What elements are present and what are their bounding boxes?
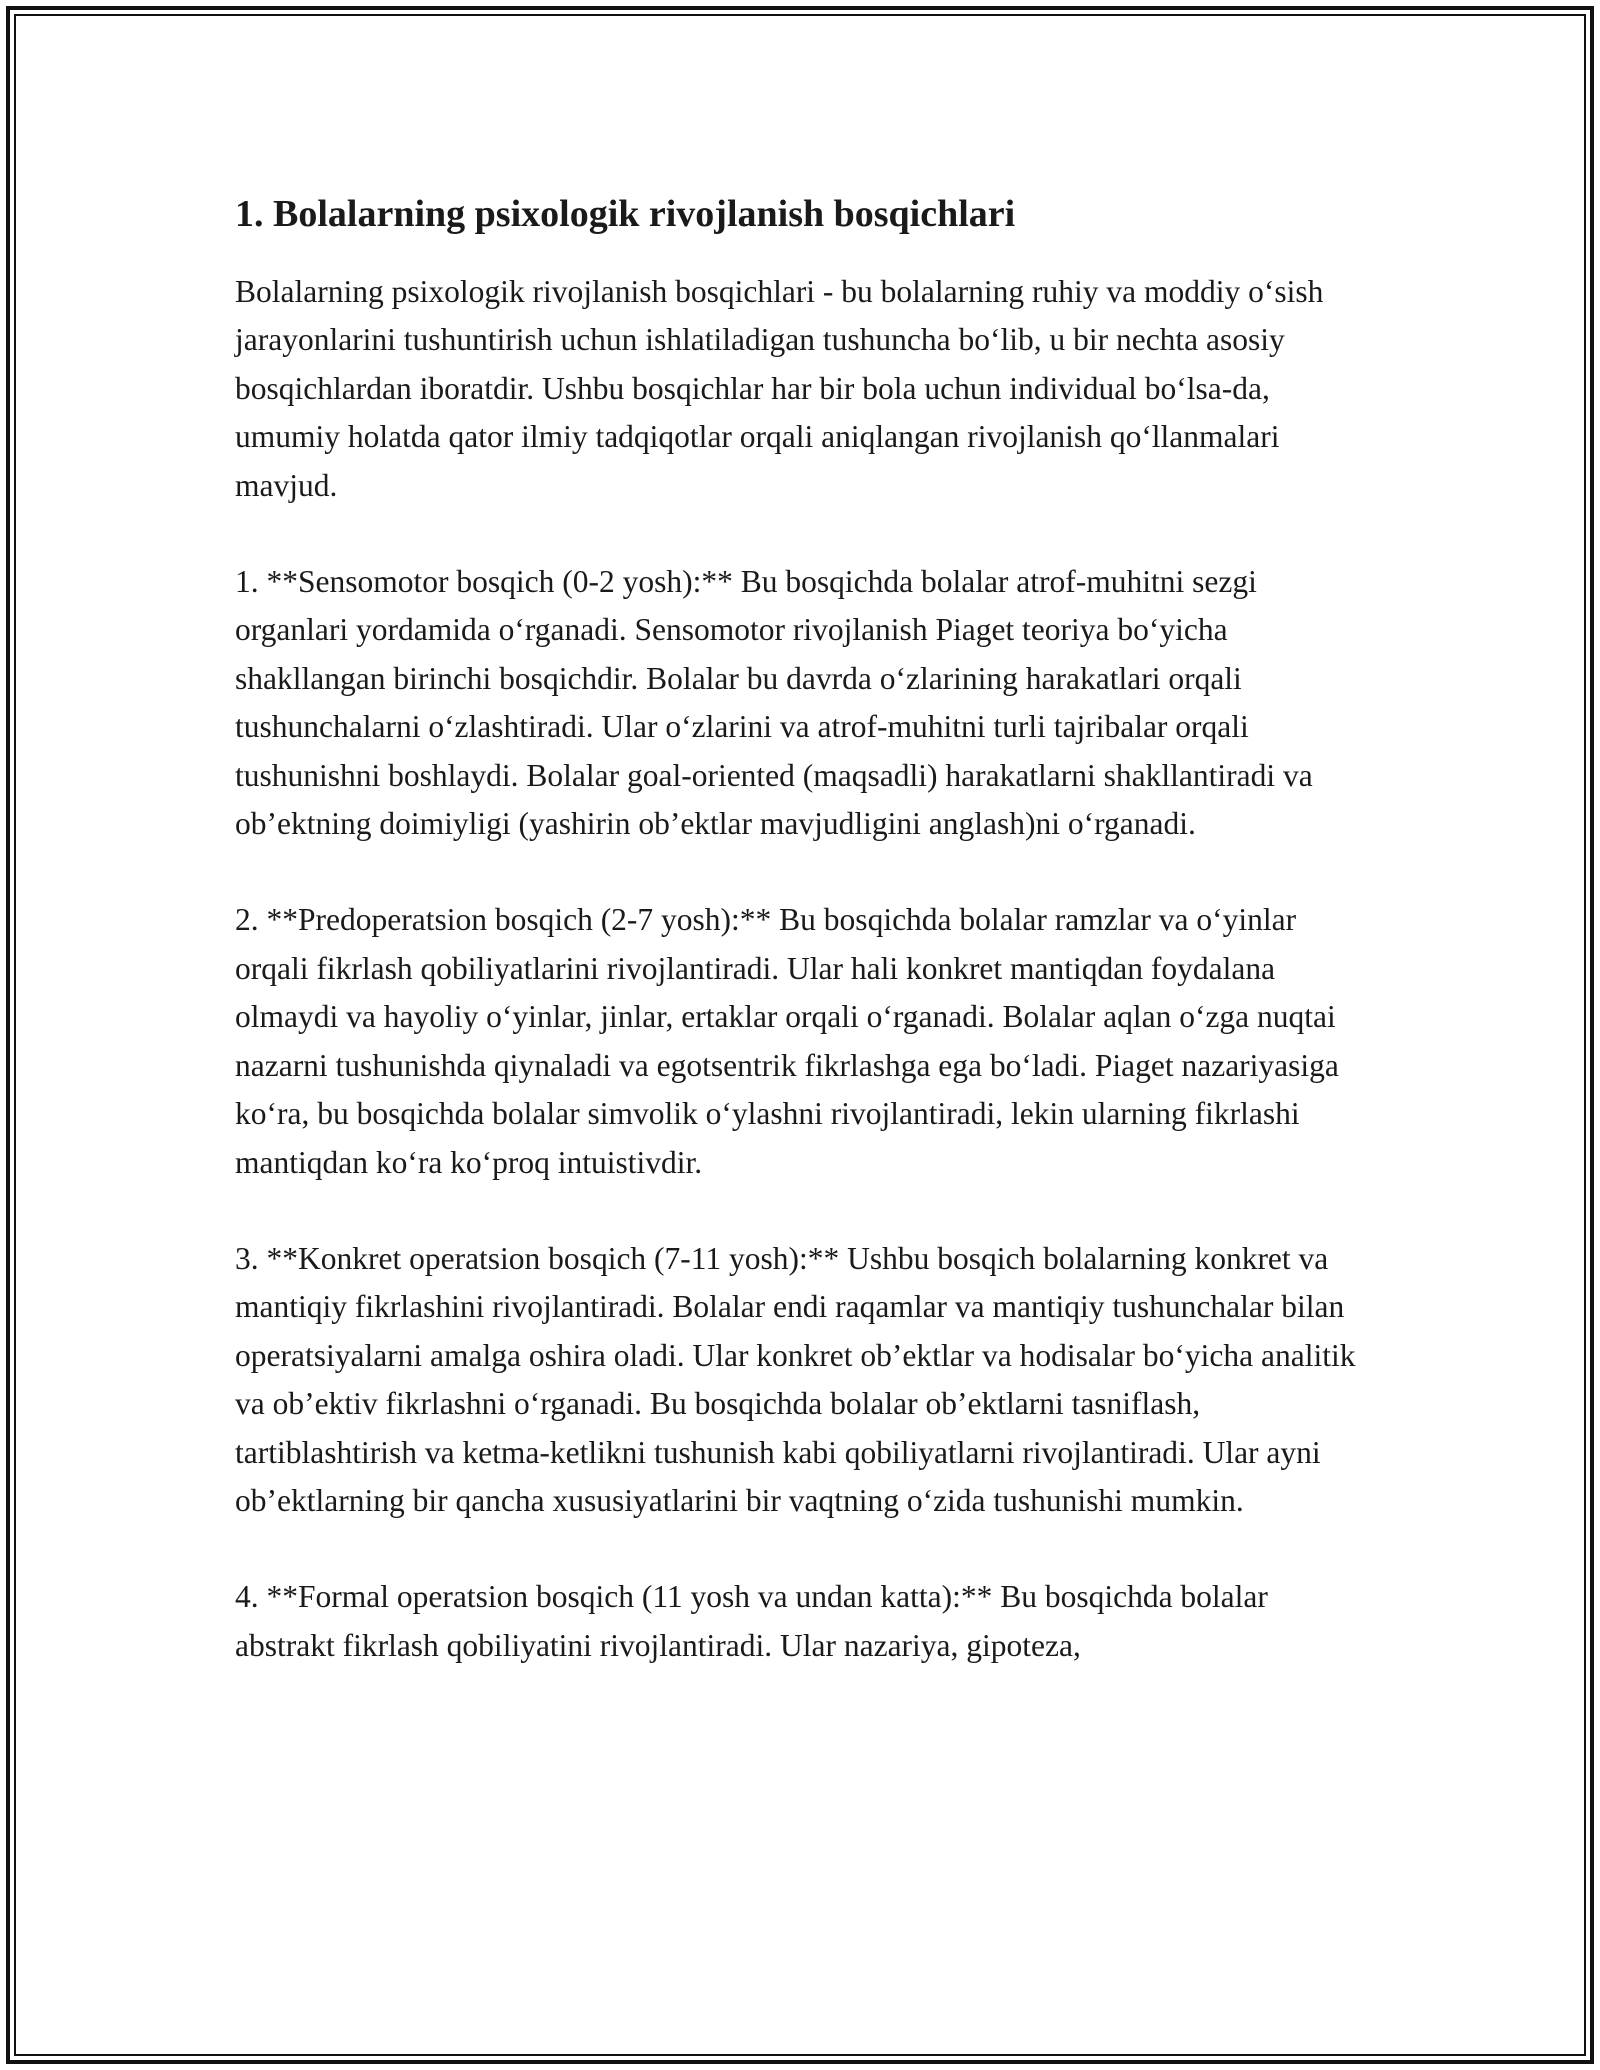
intro-paragraph: Bolalarning psixologik rivojlanish bosqichlari - bu bolalarning ruhiy va moddiy o‘sish jarayonlarini tushuntirish uchun ishlatiladigan tushuncha bo‘lib, u bir nechta asosiy bosqichlardan iboratdir. Ushbu bosqichlar har bir bola uchun individual bo‘lsa-da, umumiy holatda qator ilmiy tadqiqotlar orqali aniqlangan rivojlanish qo‘llanmalari mavjud. — [235, 274, 1324, 503]
stage-2-paragraph: 2. **Predoperatsion bosqich (2-7 yosh):** Bu bosqichda bolalar ramzlar va o‘yinlar orqali fikrlash qobiliyatlarini rivojlantiradi. Ular hali konkret mantiqdan foydalana olmaydi va hayoliy o‘yinlar, jinlar, ertaklar orqali o‘rganadi. Bolalar aqlan o‘zga nuqtai nazarni tushunishda qiynaladi va egotsentrik fikrlashga ega bo‘ladi. Piaget nazariyasiga ko‘ra, bu bosqichda bolalar simvolik o‘ylashni rivojlantiradi, lekin ularning fikrlashi mantiqdan ko‘ra ko‘proq intuistivdir. — [235, 902, 1339, 1180]
stage-1-paragraph: 1. **Sensomotor bosqich (0-2 yosh):** Bu bosqichda bolalar atrof-muhitni sezgi organlari yordamida o‘rganadi. Sensomotor rivojlanish Piaget teoriya bo‘yicha shakllangan birinchi bosqichdir. Bolalar bu davrda o‘zlarining harakatlari orqali tushunchalarni o‘zlashtiradi. Ular o‘zlarini va atrof-muhitni turli tajribalar orqali tushunishni boshlaydi. Bolalar goal-oriented (maqsadli) harakatlarni shakllantiradi va ob’ektning doimiyligi (yashirin ob’ektlar mavjudligini anglash)ni o‘rganadi. — [235, 564, 1313, 842]
document-title: 1. Bolalarning psixologik rivojlanish bosqichlari — [235, 193, 1016, 235]
stage-3-paragraph: 3. **Konkret operatsion bosqich (7-11 yosh):** Ushbu bosqich bolalarning konkret va mantiqiy fikrlashini rivojlantiradi. Bolalar endi raqamlar va mantiqiy tushunchalar bilan operatsiyalarni amalga oshira oladi. Ular konkret ob’ektlar va hodisalar bo‘yicha analitik va ob’ektiv fikrlashni o‘rganadi. Bu bosqichda bolalar ob’ektlarni tasniflash, tartiblashtirish va ketma-ketlikni tushunish kabi qobiliyatlarni rivojlantiradi. Ular ayni ob’ektlarning bir qancha xususiyatlarini bir vaqtning o‘zida tushunishi mumkin. — [235, 1240, 1356, 1518]
stage-4-paragraph: 4. **Formal operatsion bosqich (11 yosh va undan katta):** Bu bosqichda bolalar abstrakt fikrlash qobiliyatini rivojlantiradi. Ular nazariya, gipoteza, — [235, 1579, 1268, 1663]
document-body — [235, 186, 1370, 1718]
